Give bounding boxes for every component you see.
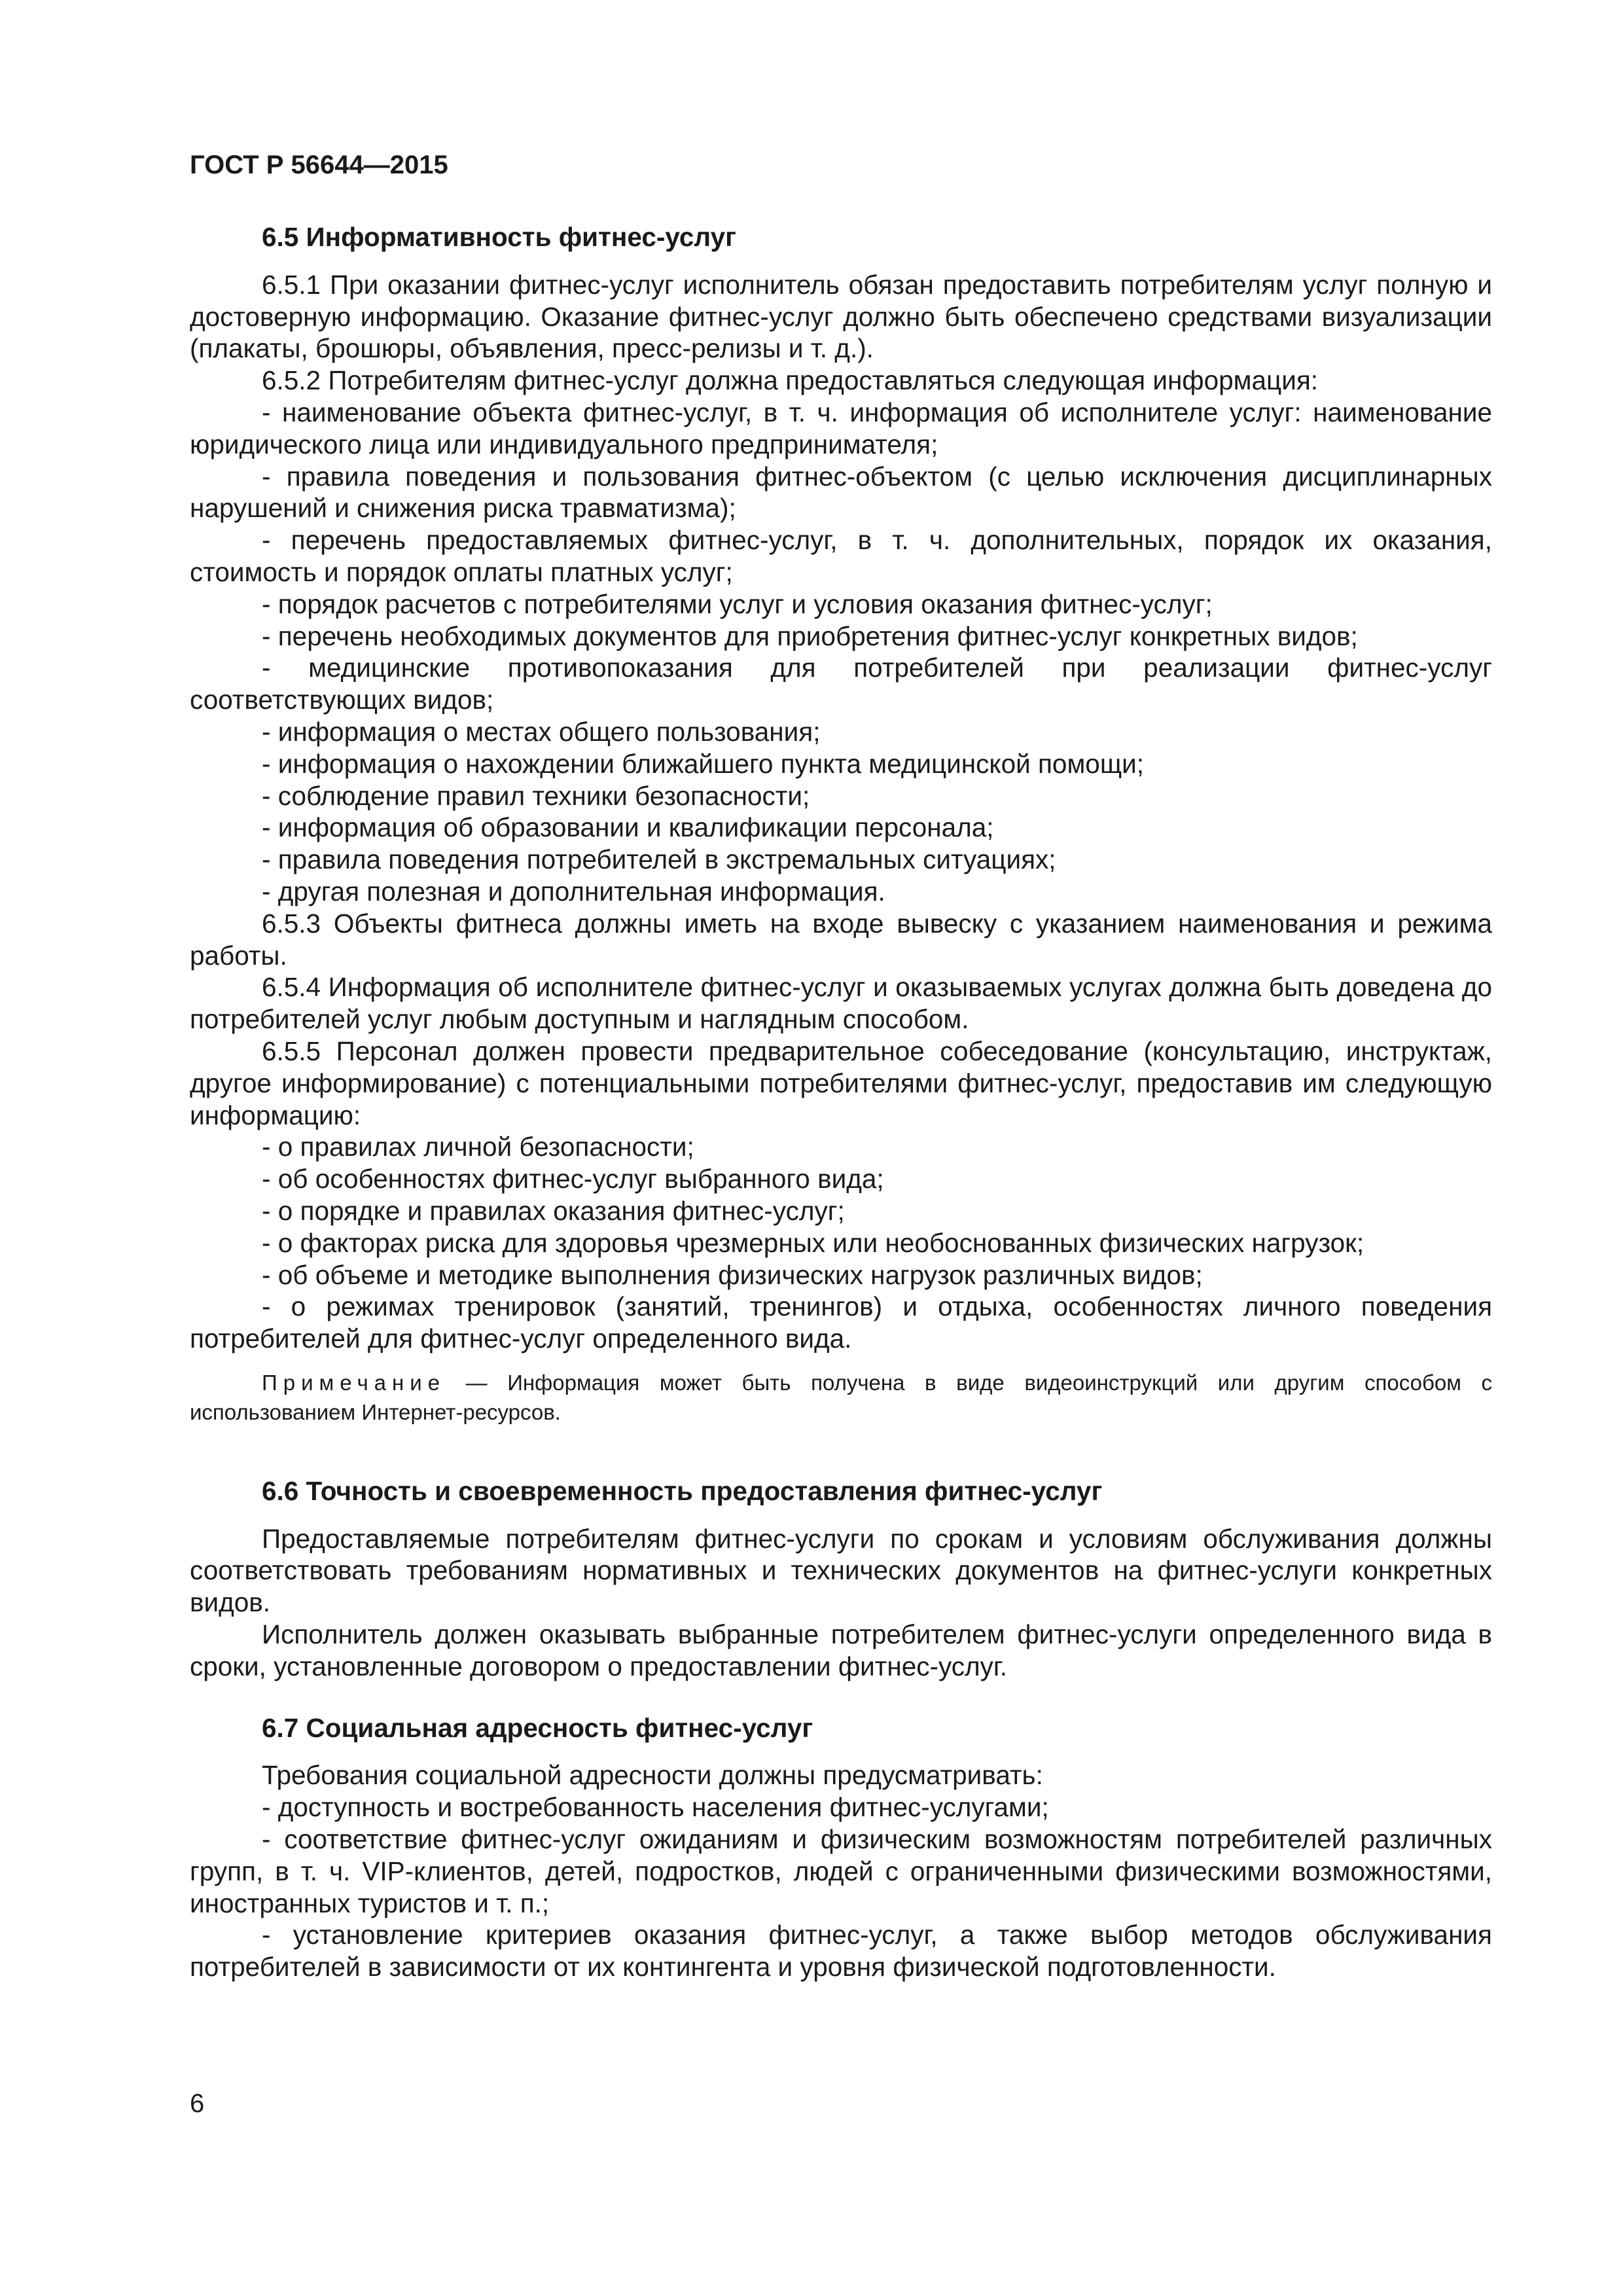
note-text: — Информация может быть получена в виде видеоинструкций или другим способом с использованием Интернет-ресурсов. [190,1370,1492,1424]
list-item: - наименование объекта фитнес-услуг, в т. ч. информация об исполнителе услуг: наименование юридического лица или индивидуального предпринимателя; [190,397,1492,459]
list-item: - соответствие фитнес-услуг ожиданиям и физическим возможностям потребителей различных групп, в т. ч. VIP-клиентов, детей, подростков, людей с ограниченными физическими возможностями, иностранных туристов и т. п.; [190,1824,1492,1918]
paragraph-6-5-4: 6.5.4 Информация об исполнителе фитнес-услуг и оказываемых услугах должна быть доведена до потребителей услуг любым доступным и наглядным способом. [190,972,1492,1035]
paragraph-6-5-2: 6.5.2 Потребителям фитнес-услуг должна предоставляться следующая информация: [262,365,1319,396]
list-item: - о факторах риска для здоровья чрезмерных или необоснованных физических нагрузок; [262,1227,1364,1258]
list-item: - информация об образовании и квалификации персонала; [262,812,994,843]
list-item: - порядок расчетов с потребителями услуг и условия оказания фитнес-услуг; [262,588,1213,619]
list-item: - о режимах тренировок (занятий, тренингов) и отдыха, особенностях личного поведения потребителей для фитнес-услуг определенного вида. [190,1291,1492,1354]
note [190,1368,1492,1427]
section-6-7-heading: 6.7 Социальная адресность фитнес-услуг [262,1712,813,1743]
section-6-5-heading: 6.5 Информативность фитнес-услуг [262,222,736,252]
list-item: - установление критериев оказания фитнес-услуг, а также выбор методов обслуживания потребителей в зависимости от их контингента и уровня физической подготовленности. [190,1920,1492,1982]
section-6-6-heading: 6.6 Точность и своевременность предоставления фитнес-услуг [262,1475,1103,1506]
list-item: - о порядке и правилах оказания фитнес-услуг; [262,1195,845,1226]
paragraph-6-6-2: Исполнитель должен оказывать выбранные потребителем фитнес-услуги определенного вида в сроки, установленные договором о предоставлении фитнес-услуг. [190,1619,1492,1681]
list-item: - информация о нахождении ближайшего пункта медицинской помощи; [262,748,1145,779]
list-item: - об объеме и методике выполнения физических нагрузок различных видов; [262,1259,1203,1290]
list-item: - информация о местах общего пользования; [262,716,821,747]
list-item: - медицинские противопоказания для потребителей при реализации фитнес-услуг соответствующих видов; [190,653,1492,715]
note-label: Примечание [262,1370,446,1395]
paragraph-6-5-5: 6.5.5 Персонал должен провести предварительное собеседование (консультацию, инструктаж, другое информирование) с потенциальными потребителями фитнес-услуг, предоставив им следующую информацию: [190,1035,1492,1130]
list-item: - соблюдение правил техники безопасности; [262,780,810,811]
page-number: 6 [190,2089,205,2118]
list-item: - об особенностях фитнес-услуг выбранного вида; [262,1164,884,1194]
paragraph-6-7-1: Требования социальной адресности должны предусматривать: [262,1760,1043,1791]
paragraph-6-6-1: Предоставляемые потребителям фитнес-услуги по срокам и условиям обслуживания должны соответствовать требованиям нормативных и технических документов на фитнес-услуги конкретных видов. [190,1523,1492,1618]
list-item: - правила поведения потребителей в экстремальных ситуациях; [262,844,1056,875]
list-item: - доступность и востребованность населения фитнес-услугами; [262,1792,1049,1823]
list-item: - перечень предоставляемых фитнес-услуг, в т. ч. дополнительных, порядок их оказания, стоимость и порядок оплаты платных услуг; [190,525,1492,587]
document-header: ГОСТ Р 56644—2015 [190,151,448,179]
list-item: - о правилах личной безопасности; [262,1132,694,1162]
paragraph-6-5-1: 6.5.1 При оказании фитнес-услуг исполнитель обязан предоставить потребителям услуг полную и достоверную информацию. Оказание фитнес-услуг должно быть обеспечено средствами визуализации (плакаты, брошюры, объявления, пресс-релизы и т. д.). [190,269,1492,364]
list-item: - другая полезная и дополнительная информация. [262,876,885,906]
document-body [190,221,1492,1983]
list-item: - перечень необходимых документов для приобретения фитнес-услуг конкретных видов; [262,620,1358,651]
paragraph-6-5-3: 6.5.3 Объекты фитнеса должны иметь на входе вывеску с указанием наименования и режима работы. [190,908,1492,971]
list-item: - правила поведения и пользования фитнес-объектом (с целью исключения дисциплинарных нарушений и снижения риска травматизма); [190,461,1492,524]
